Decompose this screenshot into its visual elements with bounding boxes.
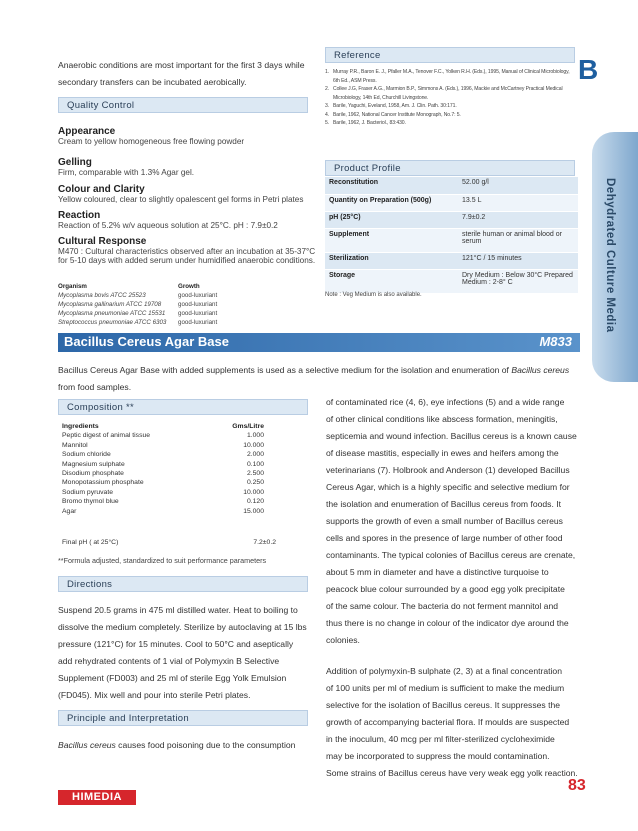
reference-number: 2.	[325, 86, 330, 92]
profile-value: Medium : 2-8° C	[462, 278, 513, 286]
directions-line: Supplement (FD003) and 25 ml of sterile Egg Yolk Emulsion	[58, 673, 287, 683]
reference-text: Barile, Yaguchi, Eveland, 1958, Am. J. Clin. Path. 30:171.	[333, 103, 457, 109]
profile-value: Dry Medium : Below 30°C Prepared	[462, 271, 573, 279]
ingredient-name: Disodium phosphate	[62, 470, 124, 478]
body-line: Some strains of Bacillus cereus have very weak egg yolk reaction.	[326, 768, 578, 778]
profile-row	[325, 228, 578, 252]
profile-label: pH (25°C)	[325, 211, 458, 228]
body-line: colonies.	[326, 635, 360, 645]
ingredient-amount: 2.000	[246, 451, 264, 459]
quality-control-body	[58, 236, 338, 265]
profile-label: Quantity on Preparation (500g)	[325, 194, 458, 211]
intro-text	[58, 57, 318, 91]
reference-text: Collee J.G, Fraser A.G., Marmion B.P., Simmons A. (Eds.), 1996, Mackie and McCartney Practical Medical	[333, 86, 563, 92]
directions-line: dissolve the medium completely. Sterilize by autoclaving at 15 lbs	[58, 622, 307, 632]
reference-text-wrap	[333, 68, 580, 85]
reference-item	[325, 85, 580, 102]
body-line: cells and spores in the presence of large number of other food	[326, 533, 563, 543]
body-line: septicemia and wound infection. Bacillus cereus is a known cause	[326, 431, 577, 441]
reference-item	[325, 119, 580, 128]
reference-text: 6th Ed., ASM Press.	[333, 77, 377, 84]
organism-row	[58, 300, 258, 309]
reference-heading: Reference	[325, 47, 575, 63]
profile-value: 121°C / 15 minutes	[458, 252, 578, 269]
principle-heading: Principle and Interpretation	[58, 710, 308, 726]
profile-value: 13.5 L	[458, 194, 578, 211]
principle-text	[58, 737, 328, 754]
ingredient-amount: 15.000	[243, 507, 264, 515]
directions-line: (FD045). Mix well and pour into sterile Petri plates.	[58, 690, 251, 700]
qc-text: M470 : Cultural characteristics observed after an incubation at 35-37°C	[58, 247, 316, 256]
body-line: in the inoculum, 40 mcg per ml filter-sterilized cycloheximide	[326, 734, 555, 744]
reference-number: 3.	[325, 103, 330, 109]
intro-line: secondary transfers can be incubated aerobically.	[58, 77, 247, 87]
profile-value-wrap	[458, 269, 578, 293]
body-line: thus there is no change in colour of the indicator dye around the	[326, 618, 569, 628]
reference-text: Barile, 1962, J. Bacteriol., 83:430.	[333, 120, 406, 126]
organism-growth: good-luxuriant	[178, 310, 218, 317]
body-line: of disease mastitis, especially in ewes and heifers among the	[326, 448, 559, 458]
ingredient-name: Mannitol	[62, 441, 88, 449]
profile-label: Supplement	[325, 228, 458, 252]
organism-table	[58, 282, 258, 327]
body-line: veterinarians (7). Holbrook and Anderson (1) developed Bacillus	[326, 465, 570, 475]
organism-header: Organism	[58, 283, 87, 290]
organism-growth: good-luxuriant	[178, 292, 218, 299]
organism-row	[58, 318, 258, 327]
profile-value: serum	[462, 237, 482, 245]
qc-text: Reaction of 5.2% w/v aqueous solution at 25°C. pH : 7.9±0.2	[58, 221, 278, 230]
section-letter: B	[578, 54, 599, 85]
reference-item	[325, 102, 580, 111]
composition-row	[62, 441, 264, 450]
organism-header-row	[58, 282, 258, 291]
qc-title: Colour and Clarity	[58, 184, 145, 195]
himedia-logo: HIMEDIA	[58, 790, 136, 805]
composition-row	[62, 460, 264, 469]
profile-value-wrap	[458, 228, 578, 252]
directions-line: add rehydrated contents of 1 vial of Polymyxin B Selective	[58, 656, 280, 666]
profile-note: Note : Veg Medium is also available.	[325, 292, 422, 298]
quality-control-body	[58, 184, 338, 204]
composition-heading: Composition **	[58, 399, 308, 415]
body-line: supports the growth of even a small number of Bacillus cereus	[326, 516, 563, 526]
profile-row	[325, 211, 578, 228]
composition-footnote: **Formula adjusted, standardized to suit performance parameters	[58, 556, 267, 565]
reference-item	[325, 111, 580, 120]
final-ph-value: 7.2±0.2	[253, 539, 276, 546]
ingredient-amount: 10.000	[243, 488, 264, 496]
product-code: M833	[539, 334, 572, 349]
ingredient-name: Agar	[62, 507, 77, 515]
profile-value: 52.00 g/l	[458, 177, 578, 194]
directions-text	[58, 602, 328, 704]
body-line: of contaminated rice (4, 6), eye infections (5) and a wide range	[326, 397, 565, 407]
product-description	[58, 362, 583, 396]
composition-header-row	[62, 422, 264, 431]
qc-title: Cultural Response	[58, 236, 147, 247]
organism-row	[58, 291, 258, 300]
organism-name: Mycoplasma gallinarium ATCC 19708	[58, 301, 162, 308]
composition-row	[62, 478, 264, 487]
final-ph-label: Final pH ( at 25°C)	[62, 539, 119, 546]
organism-name: Mycoplasma pneumoniae ATCC 15531	[58, 310, 166, 317]
side-tab-label: Dehydrated Culture Media	[604, 178, 616, 333]
profile-label: Reconstitution	[325, 177, 458, 194]
body-line: selective for the isolation of Bacillus cereus. It suppresses the	[326, 700, 561, 710]
directions-line: Suspend 20.5 grams in 475 ml distilled water. Heat to boiling to	[58, 605, 298, 615]
reference-number: 1.	[325, 69, 330, 75]
composition-row	[62, 488, 264, 497]
reference-text: Barile, 1962, National Cancer Institute Monograph, No.7: 5.	[333, 111, 461, 118]
profile-value: sterile human or animal blood or	[462, 230, 562, 238]
body-line: Addition of polymyxin-B sulphate (2, 3) at a final concentration	[326, 666, 562, 676]
reference-text: Murray P.R., Baron E. J., Pfaller M.A., Tenover F.C., Yolken R.H. (Eds.), 1995, Manual of Clinical Microbiology,	[333, 69, 570, 75]
intro-line: Anaerobic conditions are most important for the first 3 days while	[58, 60, 305, 70]
body-line: growth of accompanying bacterial flora. If moulds are suspected	[326, 717, 570, 727]
product-banner	[58, 333, 580, 352]
qc-text: Cream to yellow homogeneous free flowing powder	[58, 137, 245, 146]
qc-title: Reaction	[58, 210, 101, 221]
body-line: about 5 mm in diameter and have a distinctive turquoise to	[326, 567, 549, 577]
directions-heading: Directions	[58, 576, 308, 592]
composition-row	[62, 431, 264, 440]
ingredient-amount: 0.120	[246, 498, 264, 506]
body-line: of the same colour. The bacteria do not ferment mannitol and	[326, 601, 559, 611]
growth-header: Growth	[178, 283, 200, 290]
profile-row	[325, 252, 578, 269]
ingredient-amount: 2.500	[246, 470, 264, 478]
reference-list	[325, 68, 580, 128]
ingredient-name: Monopotassium phosphate	[62, 479, 144, 487]
organism-name: Mycoplasma bovis ATCC 25523	[58, 292, 146, 299]
principle-italic: Bacillus cereus	[58, 740, 116, 750]
body-line: of other clinical conditions like abscess formation, meningitis,	[326, 414, 558, 424]
body-line: may be incorporated to suppress the mould contamination.	[326, 751, 550, 761]
composition-table	[62, 422, 264, 516]
description-italic: Bacillus cereus	[511, 365, 570, 375]
reference-text-wrap	[333, 85, 580, 102]
quality-control-body	[58, 210, 328, 230]
composition-row	[62, 450, 264, 459]
ingredient-amount: 1.000	[246, 432, 264, 440]
product-profile-heading: Product Profile	[325, 160, 575, 176]
profile-label: Sterilization	[325, 252, 458, 269]
right-column-para2	[326, 663, 586, 782]
qc-text: Firm, comparable with 1.3% Agar gel.	[58, 168, 195, 177]
quality-control-heading: Quality Control	[58, 97, 308, 113]
profile-row	[325, 194, 578, 211]
body-line: the isolation and enumeration of Bacillus cereus from foods. It	[326, 499, 562, 509]
ingredient-name: Magnesium sulphate	[62, 460, 125, 468]
amount-header: Gms/Litre	[232, 423, 264, 430]
qc-title: Gelling	[58, 157, 92, 168]
ingredient-amount: 10.000	[243, 441, 264, 449]
organism-growth: good-luxuriant	[178, 301, 218, 308]
page-number: 83	[568, 777, 586, 794]
qc-text: Yellow coloured, clear to slightly opalescent gel forms in Petri plates	[58, 195, 304, 204]
reference-text: Microbiology, 14th Ed, Churchill Livingstone.	[333, 94, 429, 101]
description-text: Bacillus Cereus Agar Base with added supplements is used as a selective medium for the isolation and enumeration of	[58, 365, 512, 375]
right-column-para1	[326, 394, 586, 649]
reference-item	[325, 68, 580, 85]
profile-label: Storage	[325, 269, 458, 293]
quality-control-body	[58, 157, 328, 177]
product-profile-table	[325, 177, 578, 294]
ingredients-header: Ingredients	[62, 423, 99, 430]
composition-row	[62, 497, 264, 506]
product-title: Bacillus Cereus Agar Base	[64, 334, 229, 349]
body-line: contaminants. The typical colonies of Bacillus cereus are crenate,	[326, 550, 576, 560]
ingredient-name: Bromo thymol blue	[62, 498, 119, 506]
profile-row	[325, 269, 578, 293]
composition-row	[62, 507, 264, 516]
quality-control-body	[58, 126, 328, 146]
directions-line: pressure (121°C) for 15 minutes. Cool to 50°C and aseptically	[58, 639, 294, 649]
organism-row	[58, 309, 258, 318]
ingredient-name: Sodium chloride	[62, 451, 111, 459]
reference-number: 4.	[325, 111, 330, 118]
final-ph-row	[62, 539, 276, 546]
body-line: of 100 units per ml of medium is sufficient to make the medium	[326, 683, 565, 693]
composition-row	[62, 469, 264, 478]
ingredient-amount: 0.100	[246, 460, 264, 468]
profile-value: 7.9±0.2	[458, 211, 578, 228]
ingredient-amount: 0.250	[246, 479, 264, 487]
body-line: peacock blue colour surrounded by a good egg yolk precipitate	[326, 584, 565, 594]
profile-row	[325, 177, 578, 194]
description-text: from food samples.	[58, 382, 132, 392]
qc-text: for 5-10 days with added serum under humidified anaerobic conditions.	[58, 256, 316, 265]
ingredient-name: Sodium pyruvate	[62, 488, 114, 496]
reference-number: 5.	[325, 120, 330, 126]
qc-title: Appearance	[58, 126, 116, 137]
principle-rest: causes food poisoning due to the consumption	[115, 740, 296, 750]
organism-growth: good-luxuriant	[178, 319, 218, 326]
organism-name: Streptococcus pneumoniae ATCC 6303	[58, 319, 167, 326]
ingredient-name: Peptic digest of animal tissue	[62, 432, 151, 440]
body-line: Cereus Agar, which is a highly specific and selective medium for	[326, 482, 570, 492]
